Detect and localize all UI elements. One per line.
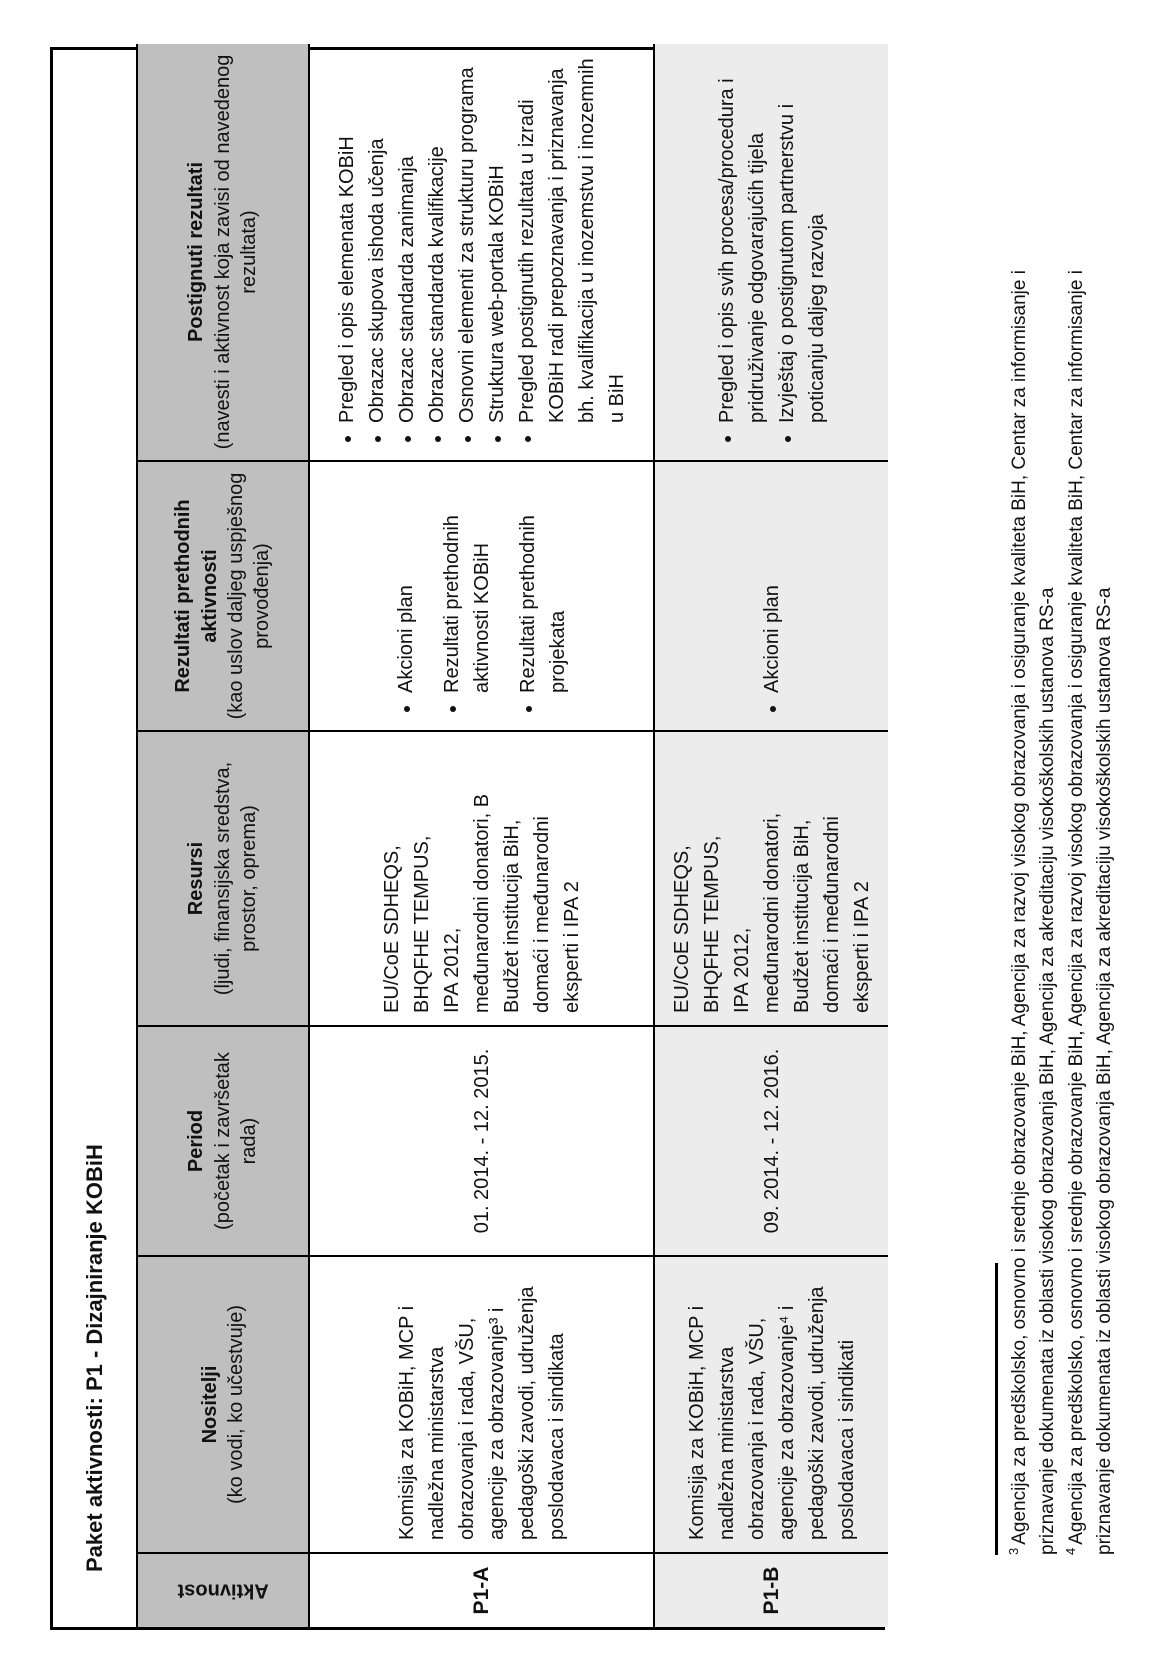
- resursi-line: Budžet institucija BiH,: [500, 819, 523, 1013]
- header-resursi-sub: (ljudi, finansijska sredstva, prostor, oprema): [211, 761, 261, 996]
- bullet-item: • Obrazac standarda kvalifikacije: [422, 56, 452, 424]
- table-title: Paket aktivnosti: P1 - Dizajniranje KOBiH: [81, 1144, 107, 1572]
- bullet-item: • Pregled postignutih rezultata u izradi KOBiH radi prepoznavanja i priznavanja bh. kvalifikacija u inozemstvu i inozemnih u BiH: [512, 56, 632, 424]
- bullet-item: • Osnovni elementi za strukturu programa: [452, 56, 482, 424]
- bullet-item: • Obrazac standarda zanimanja: [392, 56, 422, 424]
- activity-package-table: [50, 47, 885, 1630]
- bullet-list: [332, 56, 632, 448]
- row-p1b-nositelji-text: Komisija za KOBiH, MCP i nadležna ministarstva obrazovanja i rada, VŠU, agencije za obrazovanje⁴ i pedagoški zavodi, udruženja poslodavaca i sindikati: [685, 1286, 858, 1540]
- header-aktivnost-label: Aktivnost: [177, 1579, 269, 1602]
- footnote-3-marker: 3: [1005, 1547, 1021, 1555]
- header-postignuti-title: Postignuti rezultati: [185, 162, 208, 342]
- resursi-line: eksperti i IPA 2: [850, 881, 873, 1013]
- resursi-line: EU/CoE SDHEQS,: [670, 845, 693, 1013]
- row-p1a-nositelji-text: Komisija za KOBiH, MCP i nadležna ministarstva obrazovanja i rada, VŠU, agencije za obrazovanje³ i pedagoški zavodi, udruženja poslodavaca i sindikata: [395, 1286, 568, 1540]
- row-p1a-nositelji: [308, 1257, 653, 1554]
- header-resursi-title: Resursi: [185, 841, 208, 916]
- bullet-list: [391, 474, 573, 718]
- row-p1b-activity-label: P1-B: [653, 1554, 888, 1627]
- footnotes-section: [995, 183, 1120, 1555]
- header-period-sub: (početak i završetak rada): [211, 1052, 261, 1230]
- row-p1a-activity-label: P1-A: [308, 1554, 653, 1627]
- header-period: [136, 1027, 308, 1257]
- bullet-item: • Struktura web-portala KOBiH: [482, 56, 512, 424]
- footnote-4: [1063, 183, 1118, 1555]
- footnote-4-text: Agencija za predškolsko, osnovno i srednje obrazovanje BiH, Agencija za razvoj visokog obrazovanja i osiguranje kvaliteta BiH, Centar za informisanje i priznavanje dokumenata iz oblasti visokog obrazovanja BiH, Agencija za akreditaciju visokoškolskih ustanova RS-a: [1066, 270, 1115, 1555]
- resursi-line: IPA 2012,: [730, 927, 753, 1013]
- footnote-3-text: Agencija za predškolsko, osnovno i srednje obrazovanje BiH, Agencija za razvoj visokog obrazovanja i osiguranje kvaliteta BiH, Centar za informisanje i priznavanje dokumenata iz oblasti visokog obrazovanja BiH, Agencija za akreditaciju visokoškolskih ustanova RS-a: [1009, 270, 1058, 1555]
- resursi-line: Budžet institucija BiH,: [790, 819, 813, 1013]
- footnote-separator-rule: [995, 1263, 998, 1555]
- header-nositelji-title: Nositelji: [198, 1365, 221, 1444]
- bullet-item: • Izvještaj o postignutom partnerstvu i poticanju daljeg razvoja: [772, 56, 832, 424]
- row-p1a-period-text: 01. 2014. - 12. 2015.: [470, 1048, 493, 1234]
- footnote-3: [1006, 183, 1061, 1555]
- row-p1b-postignuti: [653, 44, 888, 462]
- header-rezultati-prethodnih-sub: (kao uslov daljeg uspješnog provođenja): [225, 472, 274, 720]
- bullet-item: • Pregled i opis elemenata KOBiH: [332, 56, 362, 424]
- row-p1a-period: [308, 1027, 653, 1257]
- row-p1a-rezultati-prethodnih: [308, 462, 653, 732]
- resursi-line: međunarodni donatori,: [760, 812, 783, 1013]
- resursi-line: IPA 2012,: [440, 927, 463, 1013]
- header-nositelji: [136, 1257, 308, 1554]
- bullet-item: • Obrazac skupova ishoda učenja: [362, 56, 392, 424]
- resursi-line: eksperti i IPA 2: [560, 881, 583, 1013]
- resursi-line: BHQFHE TEMPUS,: [410, 835, 433, 1013]
- row-p1a-resursi: [308, 732, 653, 1027]
- resursi-line: međunarodni donatori, B: [470, 793, 493, 1013]
- resursi-line: domaći i međunarodni: [530, 816, 553, 1013]
- bullet-item: • Rezultati prethodnih aktivnosti KOBiH: [437, 474, 497, 694]
- header-postignuti-sub: (navesti i aktivnost koja zavisi od navedenog rezultata): [211, 54, 261, 450]
- row-p1b-resursi: [653, 732, 888, 1027]
- bullet-list: [712, 56, 832, 448]
- header-rezultati-prethodnih: [136, 462, 308, 732]
- row-p1a-postignuti: [308, 44, 653, 462]
- resursi-line: BHQFHE TEMPUS,: [700, 835, 723, 1013]
- footnote-4-marker: 4: [1062, 1547, 1078, 1555]
- row-p1b-nositelji: [653, 1257, 888, 1554]
- bullet-item: • Rezultati prethodnih projekata: [513, 474, 573, 694]
- header-rezultati-prethodnih-title: Rezultati prethodnih aktivnosti: [172, 499, 221, 693]
- header-nositelji-sub: (ko vodi, ko učestvuje): [225, 1305, 247, 1504]
- bullet-item: • Akcioni plan: [391, 474, 421, 694]
- header-aktivnost: [136, 1554, 308, 1627]
- row-p1b-rezultati-prethodnih: [653, 462, 888, 732]
- header-postignuti: [136, 44, 308, 462]
- bullet-item: • Pregled i opis svih procesa/procedura i pridruživanje odgovarajućih tijela: [712, 56, 772, 424]
- header-period-title: Period: [185, 1109, 208, 1173]
- resursi-line: domaći i međunarodni: [820, 816, 843, 1013]
- bullet-list: [757, 474, 787, 718]
- row-p1b-period: [653, 1027, 888, 1257]
- header-resursi: [136, 732, 308, 1027]
- row-p1b-period-text: 09. 2014. - 12. 2016.: [760, 1048, 783, 1234]
- bullet-item: • Akcioni plan: [757, 474, 787, 694]
- resursi-line: EU/CoE SDHEQS,: [380, 845, 403, 1013]
